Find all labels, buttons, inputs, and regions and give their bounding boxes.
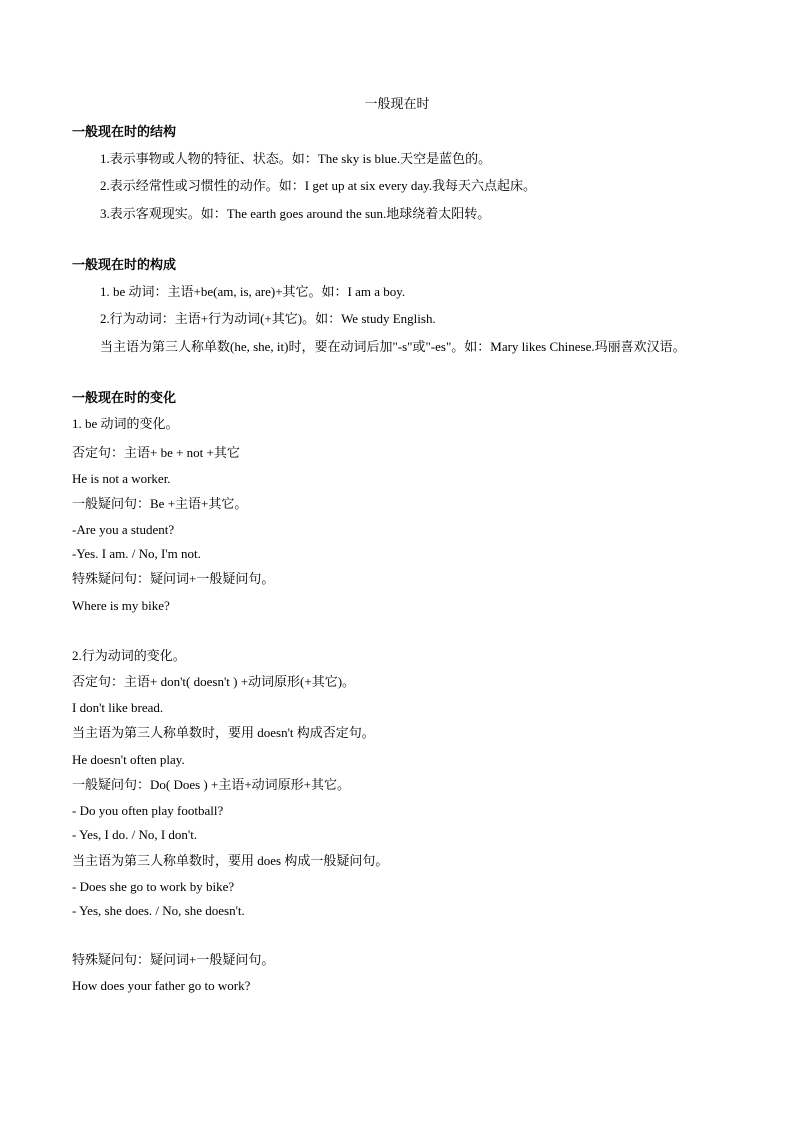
verb-part-line-6: 一般疑问句：Do( Does ) +主语+动词原形+其它。: [72, 777, 351, 792]
verb-part-line-4: 当主语为第三人称单数时，要用 doesn't 构成否定句。: [72, 725, 375, 740]
be-part-line-4: 一般疑问句：Be +主语+其它。: [72, 496, 248, 511]
be-part-line-3: He is not a worker.: [72, 471, 171, 486]
verb-part-line-1: 2.行为动词的变化。: [72, 648, 186, 663]
be-part-line-5: -Are you a student?: [72, 522, 175, 537]
structure-item-3: 3.表示客观现实。如：The earth goes around the sun.地球绕着太阳转。: [100, 206, 491, 221]
structure-item-2: 2.表示经常性或习惯性的动作。如：I get up at six every day.我每天六点起床。: [100, 178, 537, 193]
verb-part-line-10: - Does she go to work by bike?: [72, 879, 235, 894]
verb-part-line-9: 当主语为第三人称单数时，要用 does 构成一般疑问句。: [72, 853, 389, 868]
special-part-line-2: How does your father go to work?: [72, 978, 251, 993]
be-part-line-2: 否定句：主语+ be + not +其它: [72, 445, 240, 460]
be-part-line-7: 特殊疑问句：疑问词+一般疑问句。: [72, 571, 275, 586]
verb-part-line-2: 否定句：主语+ don't( doesn't ) +动词原形(+其它)。: [72, 674, 356, 689]
section-heading-structure: 一般现在时的结构: [72, 124, 177, 139]
be-part-line-6: -Yes. I am. / No, I'm not.: [72, 546, 201, 561]
page-title: 一般现在时: [364, 96, 430, 111]
verb-part-line-3: I don't like bread.: [72, 700, 164, 715]
verb-part-line-5: He doesn't often play.: [72, 752, 185, 767]
verb-part-line-7: - Do you often play football?: [72, 803, 224, 818]
verb-part-line-8: - Yes, I do. / No, I don't.: [72, 827, 198, 842]
structure-item-1: 1.表示事物或人物的特征、状态。如：The sky is blue.天空是蓝色的。: [100, 151, 492, 166]
formation-item-3: 当主语为第三人称单数(he, she, it)时，要在动词后加"-s"或"-es"。如：Mary likes Chinese.玛丽喜欢汉语。: [100, 339, 686, 354]
section-heading-variation: 一般现在时的变化: [72, 390, 177, 405]
be-part-line-1: 1. be 动词的变化。: [72, 416, 179, 431]
verb-part-line-11: - Yes, she does. / No, she doesn't.: [72, 903, 245, 918]
formation-item-1: 1. be 动词：主语+be(am, is, are)+其它。如：I am a boy.: [100, 284, 406, 299]
formation-item-2: 2.行为动词：主语+行为动词(+其它)。如：We study English.: [100, 311, 436, 326]
special-part-line-1: 特殊疑问句：疑问词+一般疑问句。: [72, 952, 275, 967]
be-part-line-8: Where is my bike?: [72, 598, 170, 613]
section-heading-formation: 一般现在时的构成: [72, 257, 177, 272]
